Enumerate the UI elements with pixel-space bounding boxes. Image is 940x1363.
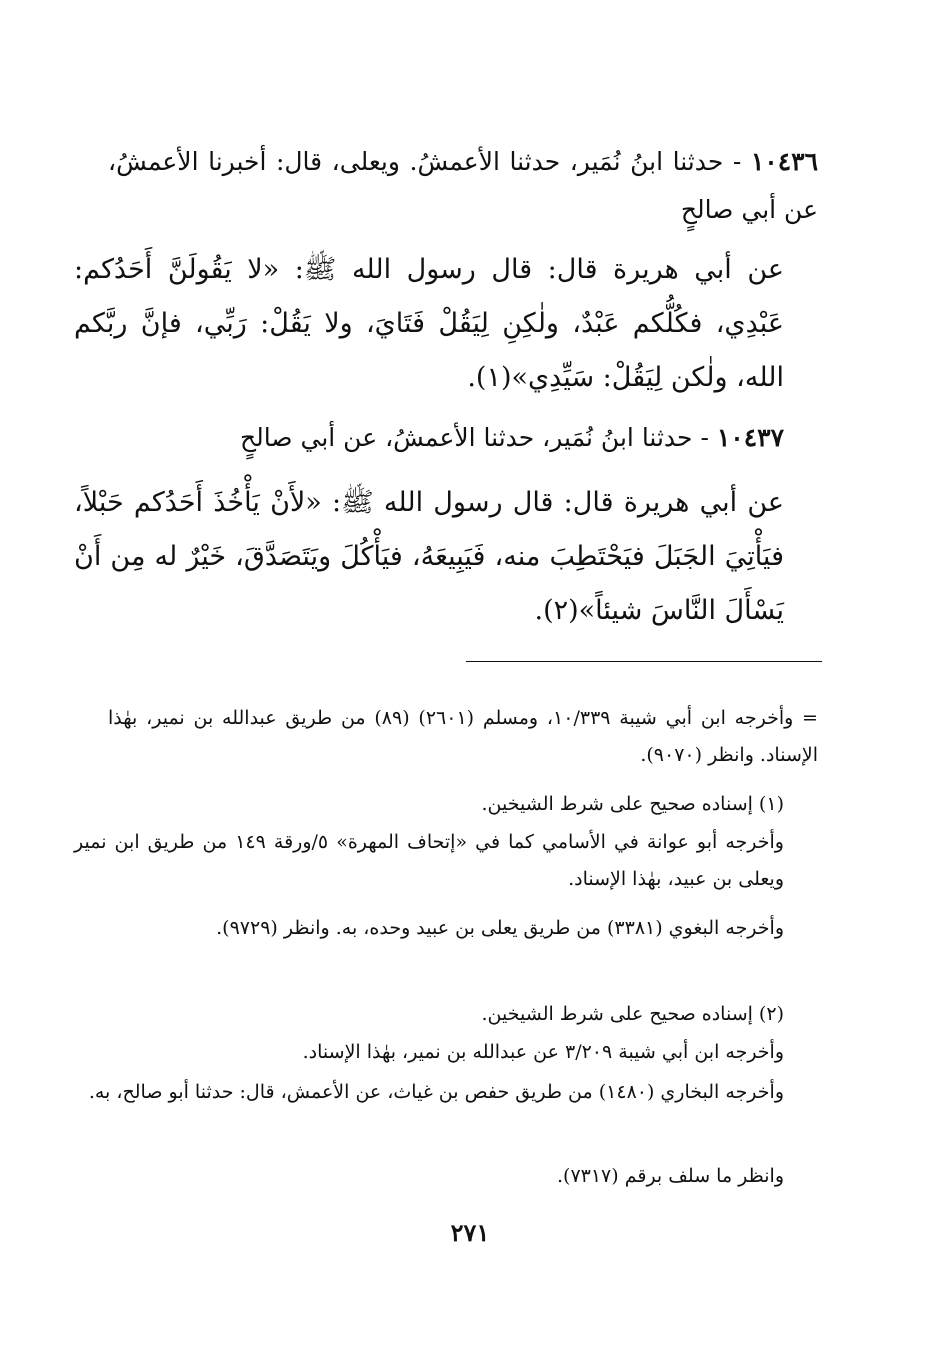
footnote-2-source-a: وأخرجه ابن أبي شيبة ٣/٢٠٩ عن عبدالله بن نمير، بهٰذا الإسناد. bbox=[302, 1041, 784, 1063]
hadith-10437-chain bbox=[74, 414, 818, 462]
footnote-separator bbox=[466, 661, 822, 662]
hadith-number: ١٠٤٣٧ bbox=[716, 423, 784, 452]
footnote-2: (٢) إسناده صحيح على شرط الشيخين. bbox=[481, 1003, 784, 1025]
hadith-10436-chain bbox=[108, 138, 818, 234]
hadith-10436-text: عن أبي هريرة قال: قال رسول الله ﷺ: «لا يَقُولَنَّ أَحَدُكم: عَبْدِي، فكُلُّكم عَبْدٌ، ولٰكِنِ لِيَقُلْ فَتَايَ، ولا يَقُلْ: رَبِّي، فإنَّ ربَّكم الله، ولٰكن لِيَقُلْ: سَيِّدِي»(١). bbox=[74, 254, 784, 393]
footnote-1-source-a: وأخرجه أبو عوانة في الأسامي كما في «إتحاف المهرة» ٥/ورقة ١٤٩ من طريق ابن نمير ويعلى بن عبيد، بهٰذا الإسناد. bbox=[74, 831, 784, 890]
page-number: ٢٧١ bbox=[450, 1218, 490, 1247]
footnote-continuation: = وأخرجه ابن أبي شيبة ١٠/٣٣٩، ومسلم (٢٦٠١) (٨٩) من طريق عبدالله بن نمير، بهٰذا الإسناد. وانظر (٩٠٧٠). bbox=[108, 707, 818, 766]
isnad-text: - حدثنا ابنُ نُمَير، حدثنا الأعمشُ، عن أبي صالحٍ bbox=[239, 423, 717, 452]
hadith-number: ١٠٤٣٦ bbox=[750, 147, 818, 176]
footnote-2-cross-ref: وانظر ما سلف برقم (٧٣١٧). bbox=[556, 1165, 784, 1187]
footnote-1-source-b: وأخرجه البغوي (٣٣٨١) من طريق يعلى بن عبيد وحده، به. وانظر (٩٧٢٩). bbox=[216, 917, 784, 939]
hadith-10437-text: عن أبي هريرة قال: قال رسول الله ﷺ: «لأَنْ يَأْخُذَ أَحَدُكم حَبْلاً، فيَأْتِيَ الجَبَلَ فيَحْتَطِبَ منه، فَيَبِيعَهُ، فيَأْكُلَ ويَتَصَدَّقَ، خَيْرٌ له مِن أَنْ يَسْأَلَ النَّاسَ شيئاً»(٢). bbox=[74, 487, 784, 626]
footnote-2-source-b: وأخرجه البخاري (١٤٨٠) من طريق حفص بن غياث، عن الأعمش، قال: حدثنا أبو صالح، به. bbox=[88, 1081, 784, 1103]
footnote-1: (١) إسناده صحيح على شرط الشيخين. bbox=[481, 793, 784, 815]
isnad-text: - حدثنا ابنُ نُمَير، حدثنا الأعمشُ. ويعلى، قال: أخبرنا الأعمشُ، عن أبي صالحٍ bbox=[108, 147, 818, 224]
